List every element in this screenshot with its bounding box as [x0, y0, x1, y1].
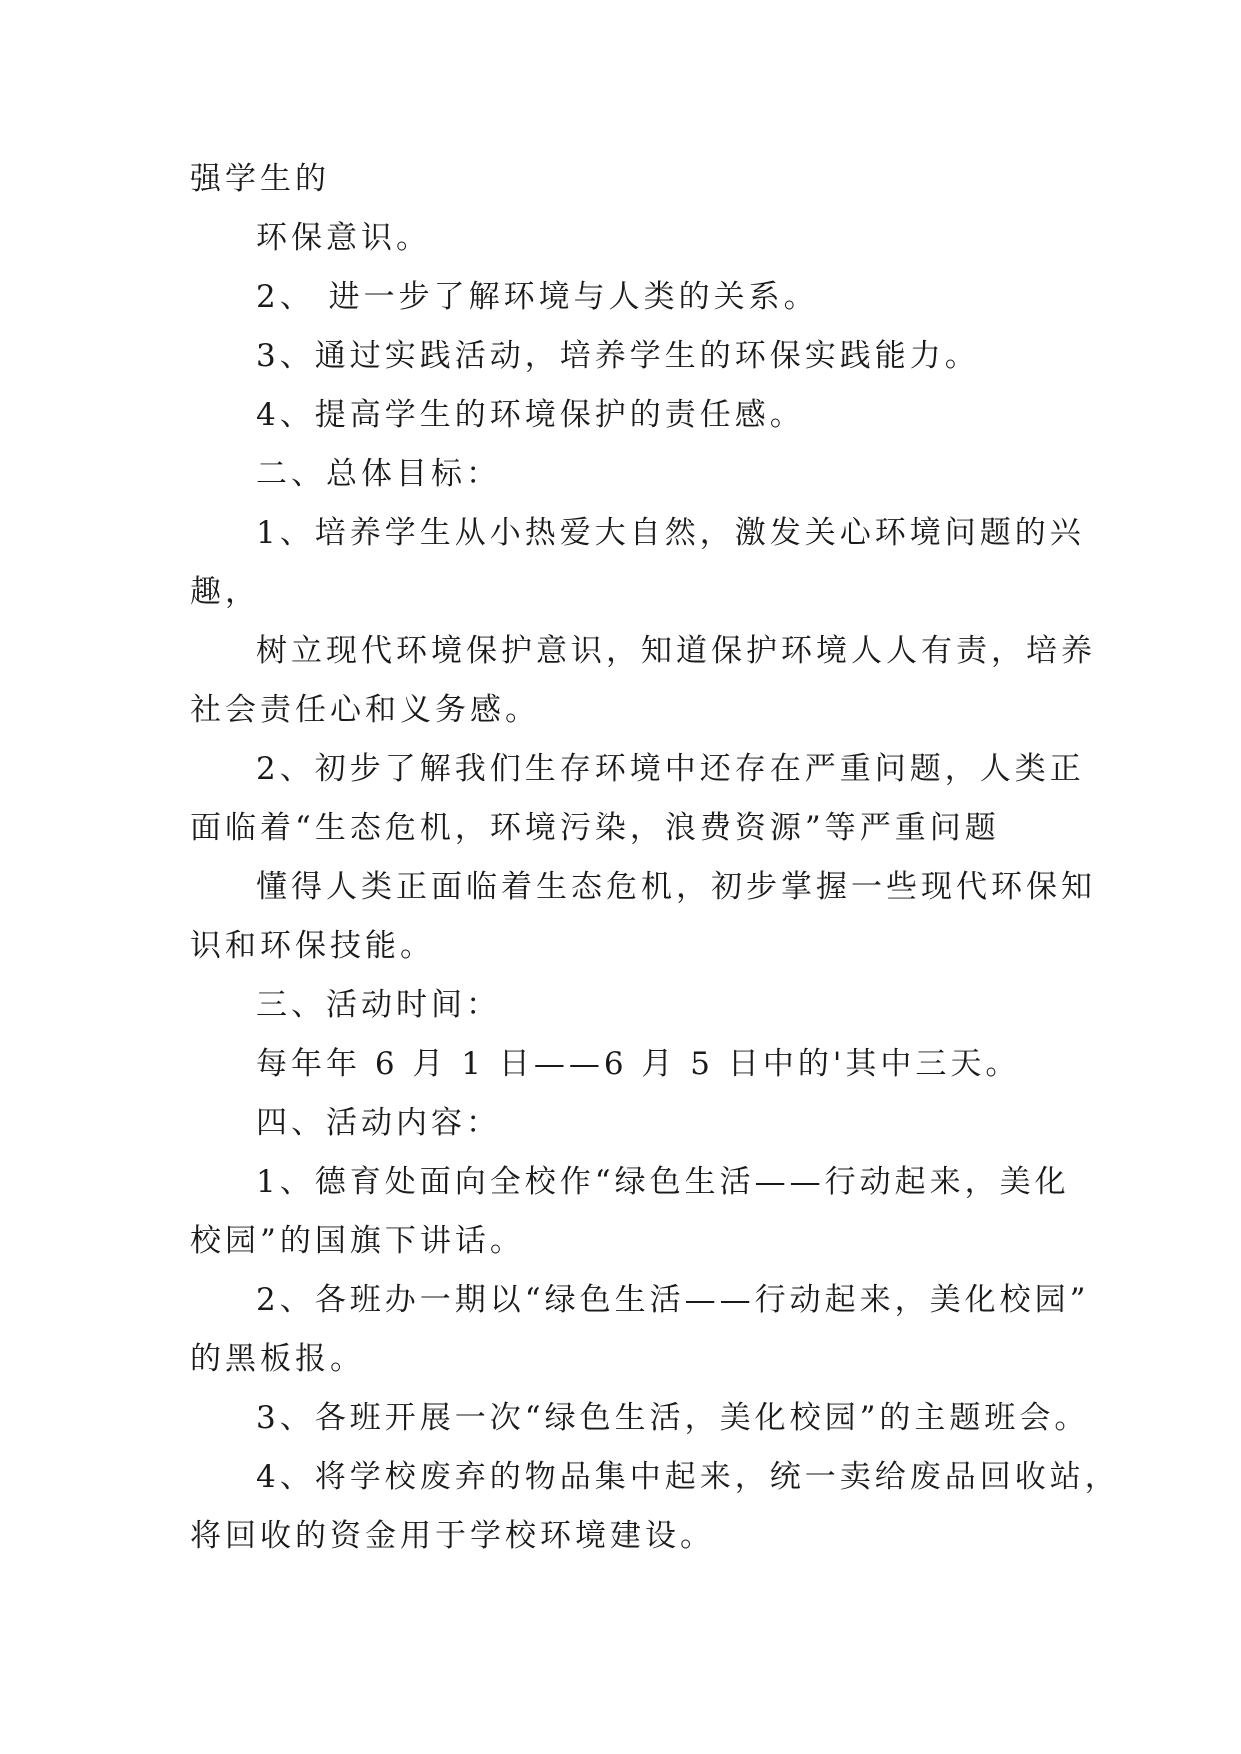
text-line: 趣， — [190, 574, 260, 610]
text-line: 四、活动内容： — [256, 1105, 501, 1141]
text-line: 环保意识。 — [256, 220, 431, 256]
text-line: 二、总体目标： — [256, 456, 501, 492]
text-line: 社会责任心和义务感。 — [190, 692, 540, 728]
text-line: 1、培养学生从小热爱大自然，激发关心环境问题的兴 — [256, 515, 1085, 551]
text-line: 每年年 6 月 1 日——6 月 5 日中的'其中三天。 — [256, 1046, 1021, 1082]
text-line: 校园”的国旗下讲话。 — [190, 1223, 525, 1259]
text-line: 面临着“生态危机，环境污染，浪费资源”等严重问题 — [190, 810, 1000, 846]
text-line: 3、通过实践活动，培养学生的环保实践能力。 — [256, 338, 980, 374]
text-line: 树立现代环境保护意识，知道保护环境人人有责，培养 — [256, 633, 1096, 669]
text-line: 4、将学校废弃的物品集中起来，统一卖给废品回收站， — [256, 1459, 1120, 1495]
text-line: 3、各班开展一次“绿色生活，美化校园”的主题班会。 — [256, 1400, 1090, 1436]
text-line: 三、活动时间： — [256, 987, 501, 1023]
text-line: 强学生的 — [190, 161, 330, 197]
text-line: 将回收的资金用于学校环境建设。 — [190, 1518, 715, 1554]
text-line: 识和环保技能。 — [190, 928, 435, 964]
document-body — [190, 150, 1120, 1566]
text-line: 1、德育处面向全校作“绿色生活——行动起来，美化 — [256, 1164, 1070, 1200]
text-line: 的黑板报。 — [190, 1341, 365, 1377]
text-line: 4、提高学生的环境保护的责任感。 — [256, 397, 805, 433]
text-line: 2、各班办一期以“绿色生活——行动起来，美化校园” — [256, 1282, 1090, 1318]
text-line: 懂得人类正面临着生态危机，初步掌握一些现代环保知 — [256, 869, 1096, 905]
text-line: 2、初步了解我们生存环境中还存在严重问题，人类正 — [256, 751, 1085, 787]
text-line: 2、 进一步了解环境与人类的关系。 — [256, 279, 819, 315]
